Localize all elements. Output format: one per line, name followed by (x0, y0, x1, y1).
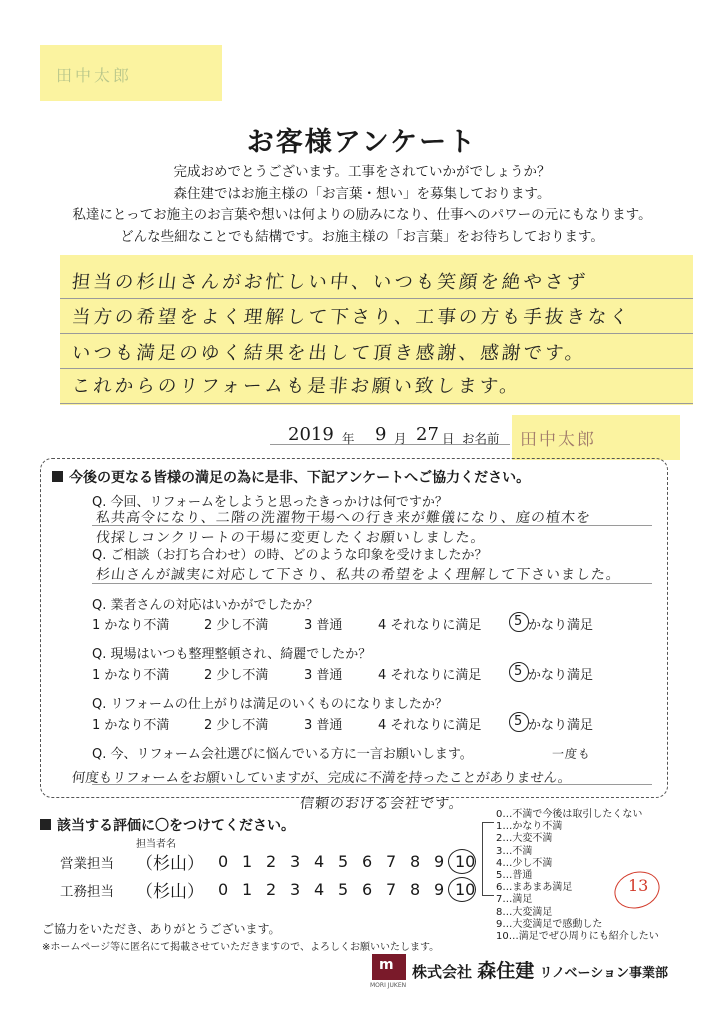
scale-option-1[interactable]: 1 かなり不満 (92, 618, 170, 633)
scale-option-5-label[interactable]: かなり満足 (528, 668, 594, 683)
rating-heading (40, 815, 295, 835)
answer-line (92, 525, 652, 526)
company-prefix: 株式会社 (412, 963, 473, 981)
rating-row-construction (60, 876, 480, 902)
rating-digit[interactable]: 9 (434, 880, 445, 899)
square-bullet-icon (40, 819, 51, 830)
rating-digit[interactable]: 3 (290, 880, 301, 899)
answer-2: 杉山さんが誠実に対応して下さり、私共の希望をよく理解して下さいました。 (95, 567, 622, 583)
publication-note: ※ホームページ等に匿名にて掲載させていただきますので、よろしくお願いいたします。 (42, 942, 440, 953)
rating-digit[interactable]: 8 (410, 880, 421, 899)
rating-digit[interactable]: 4 (314, 852, 325, 871)
answer-line (92, 784, 652, 785)
scale-option-3[interactable]: 3 普通 (304, 718, 343, 733)
answer-6-line-1: 何度もリフォームをお願いしていますが、完成に不満を持ったことがありません。 (70, 770, 573, 786)
logo-letter: m (379, 957, 394, 973)
name-label: お名前 (462, 431, 500, 446)
scale-option-2[interactable]: 2 少し不満 (204, 618, 269, 633)
rating-digit[interactable]: 10 (455, 880, 476, 899)
rating-digit[interactable]: 0 (218, 852, 229, 871)
company-name (412, 956, 668, 983)
scale-option-1[interactable]: 1 かなり不満 (92, 718, 170, 733)
rating-digit[interactable]: 10 (455, 852, 476, 871)
scale-option-2[interactable]: 2 少し不満 (204, 718, 269, 733)
scale-option-5-label[interactable]: かなり満足 (528, 718, 594, 733)
ruled-line (60, 403, 693, 404)
rating-digit[interactable]: 9 (434, 852, 445, 871)
intro-line: どんな些細なことでも結構です。お施主様の「お言葉」をお待ちしております。 (120, 228, 604, 245)
comment-line: 担当の杉山さんがお忙しい中、いつも笑顔を絶やさず (70, 272, 589, 293)
scale-option-5-number[interactable]: 5 (514, 714, 523, 729)
thanks-text: ご協力をいただき、ありがとうございます。 (42, 922, 281, 936)
red-pen-number: 13 (628, 876, 649, 895)
company-main-name: 森住建 (477, 960, 535, 982)
intro-line: 私達にとってお施主のお言葉や想いは何よりの励みになり、仕事へのパワーの元にもなります。 (72, 207, 652, 223)
rating-digit[interactable]: 8 (410, 852, 421, 871)
rating-digit[interactable]: 6 (362, 880, 373, 899)
legend-item: 6…まあまあ満足 (496, 882, 573, 894)
question-2: Q. ご相談（お打ち合わせ）の時、どのような印象を受けましたか？ (92, 548, 488, 563)
rating-digit[interactable]: 2 (266, 852, 277, 871)
square-bullet-icon (52, 471, 63, 482)
question-5: Q. リフォームの仕上がりは満足のいくものになりましたか？ (92, 697, 448, 712)
rating-digit[interactable]: 4 (314, 880, 325, 899)
legend-item: 9…大変満足で感動した (496, 918, 603, 930)
rating-digit[interactable]: 2 (266, 880, 277, 899)
sticky-note-top-left (40, 45, 222, 101)
legend-item: 4…少し不満 (496, 857, 553, 869)
selected-circle (448, 877, 476, 902)
legend-item: 5…普通 (496, 870, 533, 882)
legend-item: 8…大変満足 (496, 906, 553, 918)
question-6: Q. 今、リフォーム会社選びに悩んでいる方に一言お願いします。 (92, 747, 473, 762)
intro-line: 完成おめでとうございます。工事をされていかがでしょうか？ (173, 164, 551, 180)
rating-digit[interactable]: 7 (386, 880, 397, 899)
rating-digit[interactable]: 6 (362, 852, 373, 871)
company-logo-icon (372, 954, 406, 980)
question-3: Q. 業者さんの対応はいかがでしたか？ (92, 598, 319, 613)
comment-line: これからのリフォームも是非お願い致します。 (70, 376, 523, 397)
rating-digit[interactable]: 1 (242, 880, 253, 899)
legend-item: 2…大変不満 (496, 833, 553, 845)
rating-scale-q3 (92, 614, 652, 634)
legend-item: 10…満足でぜひ周りにも紹介したい (496, 931, 659, 943)
comment-line: 当方の希望をよく理解して下さり、工事の方も手抜きなく (70, 307, 632, 328)
legend-bracket (482, 822, 494, 896)
legend-item: 1…かなり不満 (496, 821, 563, 833)
answer-6-insert: 一度も (551, 747, 592, 761)
date-day: 27 (416, 424, 439, 445)
customer-name: 田中太郎 (520, 430, 596, 450)
rating-row-name: （杉山） (136, 854, 204, 874)
scale-option-4[interactable]: 4 それなりに満足 (378, 718, 482, 733)
answer-line (92, 583, 652, 584)
survey-heading-text: 今後の更なる皆様の満足の為に是非、下記アンケートへご協力ください。 (69, 470, 531, 486)
rating-heading-text: 該当する評価に〇をつけてください。 (57, 818, 295, 834)
rating-scale-q4 (92, 664, 652, 684)
ruled-line (60, 333, 693, 334)
date-year-label: 年 (342, 431, 355, 446)
rating-digit[interactable]: 0 (218, 880, 229, 899)
logo-caption: MORI JUKEN (370, 982, 407, 989)
company-department: リノベーション事業部 (539, 966, 668, 981)
page-title: お客様アンケート (246, 127, 478, 158)
legend-item: 3…不満 (496, 845, 533, 857)
scale-option-2[interactable]: 2 少し不満 (204, 668, 269, 683)
question-4: Q. 現場はいつも整理整頓され、綺麗でしたか？ (92, 647, 372, 662)
selected-circle (509, 662, 529, 682)
rating-digit[interactable]: 5 (338, 852, 349, 871)
legend-item: 7…満足 (496, 894, 533, 906)
rating-digit[interactable]: 5 (338, 880, 349, 899)
intro-text (0, 162, 724, 248)
question-1: Q. 今回、リフォームをしようと思ったきっかけは何ですか？ (92, 495, 448, 510)
rating-row-sales (60, 848, 480, 874)
sticky-note-text: 田中太郎 (56, 66, 133, 85)
name-sticky-note (512, 415, 680, 460)
rating-row-label: 工務担当 (60, 884, 114, 900)
ruled-line (60, 298, 693, 299)
date-year: 2019 (288, 424, 334, 445)
selected-circle (509, 612, 529, 632)
scale-option-5-number[interactable]: 5 (514, 664, 523, 679)
answer-6-line-2: 信頼のおける会社です。 (299, 796, 465, 812)
scale-option-5-number[interactable]: 5 (514, 614, 523, 629)
rating-digit[interactable]: 1 (242, 852, 253, 871)
rating-subheading: 担当者名 (136, 839, 176, 850)
intro-line: 森住建ではお施主様の「お言葉・想い」を募集しております。 (173, 185, 551, 202)
scale-option-3[interactable]: 3 普通 (304, 668, 343, 683)
legend-item: 0…不満で今後は取引したくない (496, 809, 643, 820)
rating-scale-q5 (92, 714, 652, 734)
survey-heading (52, 467, 530, 487)
scale-option-4[interactable]: 4 それなりに満足 (378, 618, 482, 633)
answer-1-line-2: 伐採しコンクリートの干場に変更したくお願いしました。 (95, 530, 487, 546)
selected-circle (509, 712, 529, 732)
comment-line: いつも満足のゆく結果を出して頂き感謝、感謝です。 (70, 343, 588, 364)
scale-option-1[interactable]: 1 かなり不満 (92, 668, 170, 683)
date-day-label: 日 (442, 431, 455, 446)
scale-option-5-label[interactable]: かなり満足 (528, 618, 594, 633)
rating-row-label: 営業担当 (60, 856, 114, 872)
rating-digit[interactable]: 3 (290, 852, 301, 871)
ruled-line (60, 368, 693, 369)
scale-option-4[interactable]: 4 それなりに満足 (378, 668, 482, 683)
rating-digit[interactable]: 7 (386, 852, 397, 871)
rating-row-name: （杉山） (136, 882, 204, 902)
date-month: 9 (375, 424, 387, 445)
answer-1-line-1: 私共高令になり、二階の洗濯物干場への行き来が難儀になり、庭の植木を (95, 510, 592, 526)
selected-circle (448, 849, 476, 874)
scale-option-3[interactable]: 3 普通 (304, 618, 343, 633)
date-month-label: 月 (394, 431, 407, 446)
